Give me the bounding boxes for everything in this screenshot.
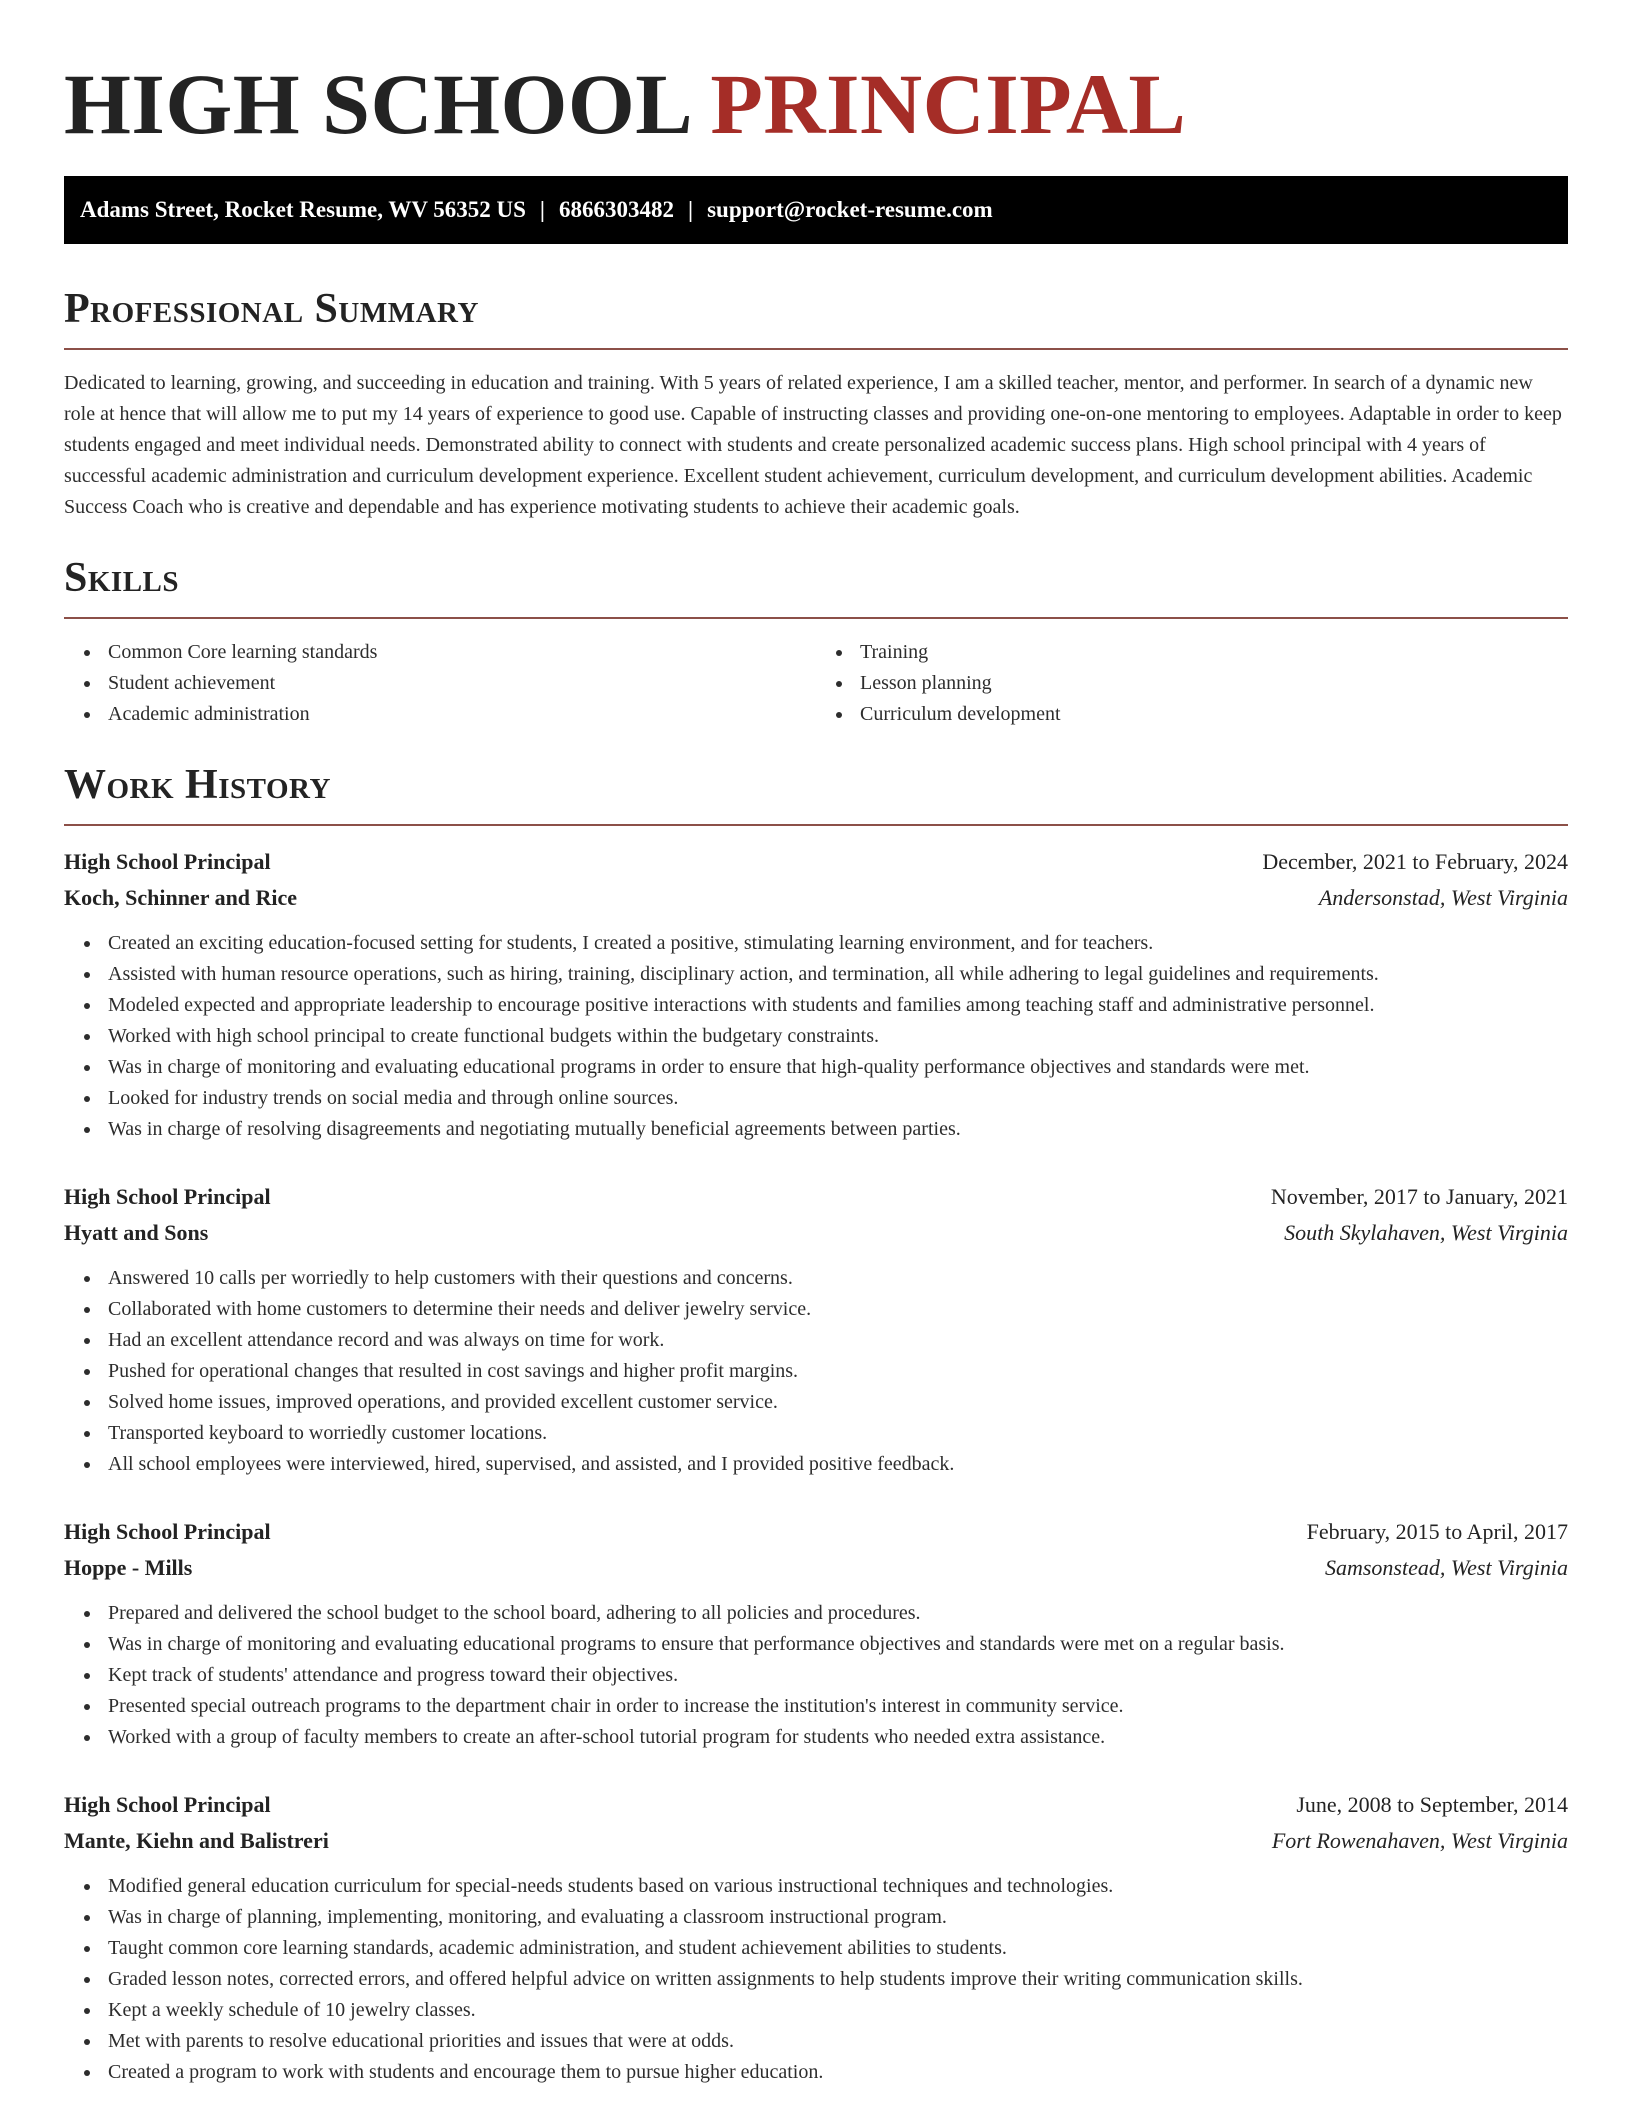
- skills-grid: [64, 637, 1568, 730]
- skill-item: Student achievement: [108, 668, 816, 699]
- job-duty-item: Created a program to work with students and encourage them to pursue higher education.: [108, 2057, 1568, 2088]
- contact-bar: [64, 176, 1568, 244]
- summary-section: [64, 284, 1568, 523]
- title-first-part: HIGH SCHOOL: [64, 56, 689, 152]
- job-duty-item: Assisted with human resource operations, such as hiring, training, disciplinary action, and termination, all while adhering to legal guidelines and requirements.: [108, 959, 1568, 990]
- job-duty-item: Worked with a group of faculty members to create an after-school tutorial program for students who needed extra assistance.: [108, 1722, 1568, 1753]
- job-dates: February, 2015 to April, 2017: [1306, 1519, 1568, 1544]
- section-divider: [64, 824, 1568, 826]
- job-duty-item: Pushed for operational changes that resulted in cost savings and higher profit margins.: [108, 1356, 1568, 1387]
- job-duty-item: Graded lesson notes, corrected errors, and offered helpful advice on written assignments to help students improve their writing communication skills.: [108, 1964, 1568, 1995]
- job-company-row: [64, 1823, 1568, 1859]
- job-duty-item: Looked for industry trends on social media and through online sources.: [108, 1083, 1568, 1114]
- skill-item: Academic administration: [108, 699, 816, 730]
- title-accent-part: PRINCIPAL: [710, 56, 1187, 152]
- job-company: Mante, Kiehn and Balistreri: [64, 1828, 329, 1853]
- job-company: Hoppe - Mills: [64, 1555, 193, 1580]
- job-duty-item: Presented special outreach programs to the department chair in order to increase the institution's interest in community service.: [108, 1691, 1568, 1722]
- job-location: Samsonstead, West Virginia: [1324, 1555, 1568, 1580]
- job-duty-item: Worked with high school principal to create functional budgets within the budgetary constraints.: [108, 1021, 1568, 1052]
- job-dates: December, 2021 to February, 2024: [1262, 849, 1568, 874]
- skill-item: Lesson planning: [860, 668, 1568, 699]
- job-header-row: [64, 1179, 1568, 1215]
- resume-title: [64, 56, 1568, 152]
- job-entry: [64, 844, 1568, 1145]
- job-entry: [64, 1514, 1568, 1753]
- skills-section: [64, 553, 1568, 730]
- skills-list-left: [64, 637, 816, 730]
- job-title: High School Principal: [64, 1792, 271, 1817]
- job-header-row: [64, 1787, 1568, 1823]
- skills-heading: Skills: [64, 555, 180, 601]
- job-duties-list: [64, 928, 1568, 1145]
- contact-email: support@rocket-resume.com: [707, 197, 993, 222]
- job-duties-list: [64, 1598, 1568, 1753]
- job-location: Andersonstad, West Virginia: [1318, 885, 1568, 910]
- skill-item: Curriculum development: [860, 699, 1568, 730]
- job-duty-item: Kept track of students' attendance and progress toward their objectives.: [108, 1660, 1568, 1691]
- contact-separator: |: [688, 197, 694, 222]
- section-divider: [64, 617, 1568, 619]
- job-duty-item: Modified general education curriculum for special-needs students based on various instructional techniques and technologies.: [108, 1871, 1568, 1902]
- job-title: High School Principal: [64, 849, 271, 874]
- job-duty-item: Was in charge of monitoring and evaluating educational programs to ensure that performance objectives and standards were met on a regular basis.: [108, 1629, 1568, 1660]
- job-duty-item: Answered 10 calls per worriedly to help customers with their questions and concerns.: [108, 1263, 1568, 1294]
- job-duty-item: Was in charge of planning, implementing, monitoring, and evaluating a classroom instructional program.: [108, 1902, 1568, 1933]
- job-company: Hyatt and Sons: [64, 1220, 209, 1245]
- job-header-row: [64, 1514, 1568, 1550]
- work-history-section: [64, 760, 1568, 2088]
- job-company: Koch, Schinner and Rice: [64, 885, 298, 910]
- job-duty-item: Was in charge of resolving disagreements and negotiating mutually beneficial agreements between parties.: [108, 1114, 1568, 1145]
- job-location: Fort Rowenahaven, West Virginia: [1271, 1828, 1568, 1853]
- job-duty-item: Modeled expected and appropriate leadership to encourage positive interactions with students and families among teaching staff and administrative personnel.: [108, 990, 1568, 1021]
- job-company-row: [64, 1550, 1568, 1586]
- job-duty-item: Solved home issues, improved operations, and provided excellent customer service.: [108, 1387, 1568, 1418]
- job-duty-item: Transported keyboard to worriedly customer locations.: [108, 1418, 1568, 1449]
- job-duty-item: Taught common core learning standards, academic administration, and student achievement abilities to students.: [108, 1933, 1568, 1964]
- summary-text: Dedicated to learning, growing, and succeeding in education and training. With 5 years of related experience, I am a skilled teacher, mentor, and performer. In search of a dynamic new role at hence that will allow me to put my 14 years of experience to good use. Capable of instructing classes and providing one-on-one mentoring to employees. Adaptable in order to keep students engaged and meet individual needs. Demonstrated ability to connect with students and create personalized academic success plans. High school principal with 4 years of successful academic administration and curriculum development experience. Excellent student achievement, curriculum development, and curriculum development abilities. Academic Success Coach who is creative and dependable and has experience motivating students to achieve their academic goals.: [64, 372, 1562, 518]
- job-title: High School Principal: [64, 1519, 271, 1544]
- contact-address: Adams Street, Rocket Resume, WV 56352 US: [80, 197, 526, 222]
- job-duty-item: All school employees were interviewed, hired, supervised, and assisted, and I provided positive feedback.: [108, 1449, 1568, 1480]
- job-duties-list: [64, 1871, 1568, 2088]
- job-duty-item: Had an excellent attendance record and was always on time for work.: [108, 1325, 1568, 1356]
- job-duty-item: Created an exciting education-focused setting for students, I created a positive, stimulating learning environment, and for teachers.: [108, 928, 1568, 959]
- work-history-heading: Work History: [64, 762, 331, 808]
- job-dates: June, 2008 to September, 2014: [1296, 1792, 1568, 1817]
- skill-item: Training: [860, 637, 1568, 668]
- job-location: South Skylahaven, West Virginia: [1284, 1220, 1568, 1245]
- job-duty-item: Was in charge of monitoring and evaluating educational programs in order to ensure that high-quality performance objectives and standards were met.: [108, 1052, 1568, 1083]
- summary-heading: Professional Summary: [64, 286, 479, 332]
- job-duty-item: Collaborated with home customers to determine their needs and deliver jewelry service.: [108, 1294, 1568, 1325]
- job-entry: [64, 1787, 1568, 2088]
- skill-item: Common Core learning standards: [108, 637, 816, 668]
- section-divider: [64, 348, 1568, 350]
- skills-list-right: [816, 637, 1568, 730]
- job-duty-item: Kept a weekly schedule of 10 jewelry classes.: [108, 1995, 1568, 2026]
- job-company-row: [64, 880, 1568, 916]
- job-header-row: [64, 844, 1568, 880]
- contact-separator: |: [539, 197, 545, 222]
- job-title: High School Principal: [64, 1184, 271, 1209]
- contact-phone: 6866303482: [559, 197, 674, 222]
- job-duty-item: Met with parents to resolve educational priorities and issues that were at odds.: [108, 2026, 1568, 2057]
- job-duties-list: [64, 1263, 1568, 1480]
- job-company-row: [64, 1215, 1568, 1251]
- job-duty-item: Prepared and delivered the school budget to the school board, adhering to all policies and procedures.: [108, 1598, 1568, 1629]
- job-dates: November, 2017 to January, 2021: [1270, 1184, 1568, 1209]
- job-entry: [64, 1179, 1568, 1480]
